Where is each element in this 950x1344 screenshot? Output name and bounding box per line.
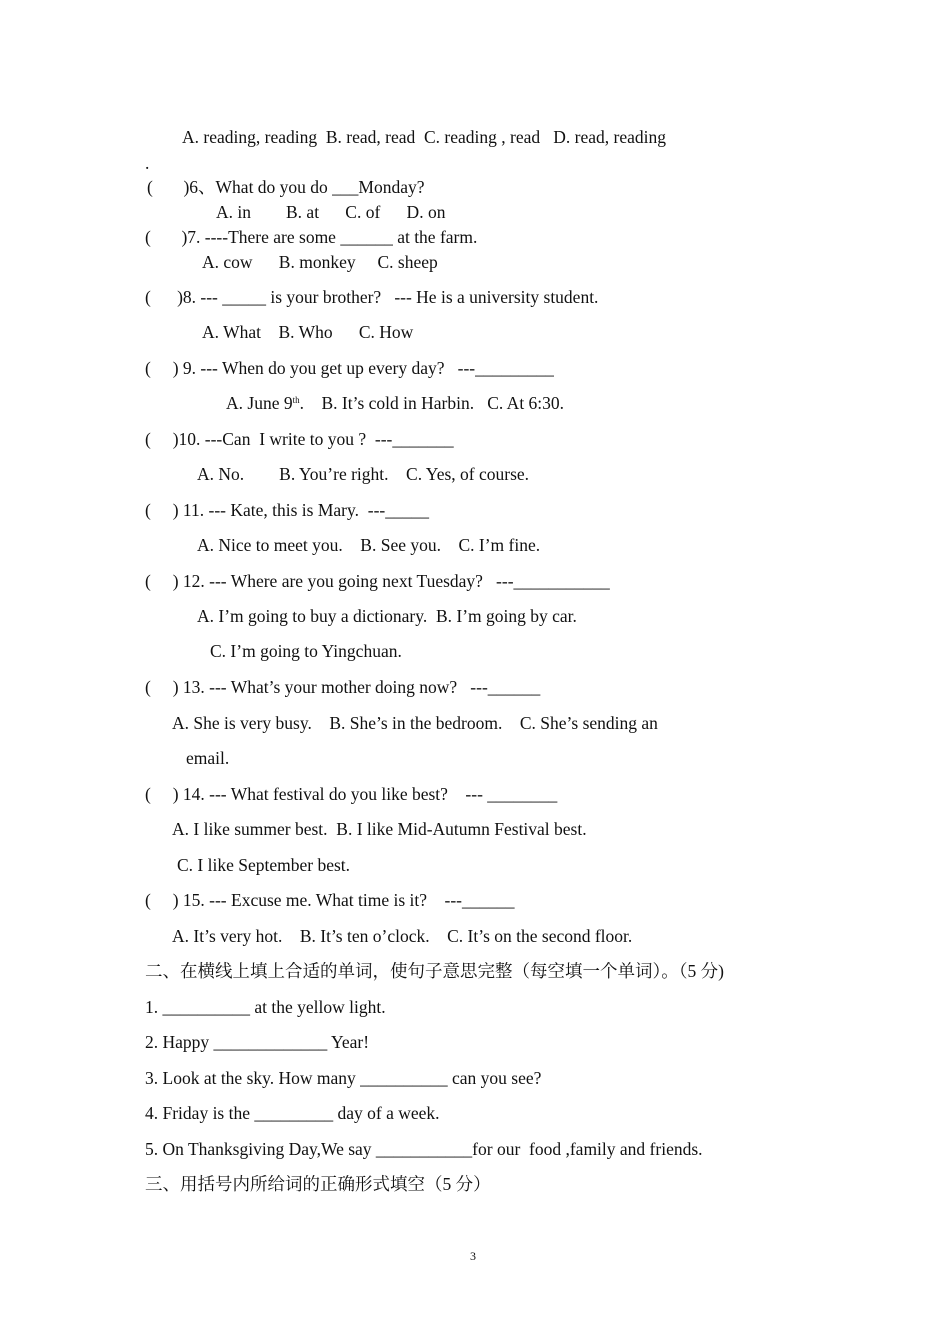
page-number: 3 (470, 1249, 476, 1263)
q14-stem: ( ) 14. --- What festival do you like best? --- ________ (145, 784, 558, 804)
q13-stem: ( ) 13. --- What’s your mother doing now? ---______ (145, 677, 541, 697)
q6-options: A. in B. at C. of D. on (216, 202, 446, 222)
stray-dot: . (145, 153, 150, 173)
q15-options: A. It’s very hot. B. It’s ten o’clock. C. It’s on the second floor. (172, 926, 633, 946)
q12-options-line1: A. I’m going to buy a dictionary. B. I’m going by car. (197, 606, 577, 626)
q9-option-a: A. June 9 (226, 393, 293, 413)
q5-options: A. reading, reading B. read, read C. reading , read D. read, reading (182, 127, 666, 147)
section3-heading: 三、用括号内所给词的正确形式填空（5 分） (145, 1174, 491, 1194)
q10-options: A. No. B. You’re right. C. Yes, of course. (197, 464, 530, 484)
q6-stem: ( )6、What do you do ___Monday? (147, 177, 425, 197)
q14-options-line2: C. I like September best. (177, 855, 351, 875)
section2-item-5: 5. On Thanksgiving Day,We say ___________for our food ,family and friends. (145, 1139, 703, 1159)
q7-stem: ( )7. ----There are some ______ at the farm. (145, 227, 478, 247)
q13-options-line2: email. (186, 748, 230, 768)
q11-stem: ( ) 11. --- Kate, this is Mary. ---_____ (145, 500, 429, 520)
q7-options: A. cow B. monkey C. sheep (202, 252, 438, 272)
q9-option-a-sup: th (292, 395, 300, 405)
section2-item-3: 3. Look at the sky. How many __________ can you see? (145, 1068, 542, 1088)
q8-options: A. What B. Who C. How (202, 322, 414, 342)
q10-stem: ( )10. ---Can I write to you ? ---_______ (145, 429, 454, 449)
q14-options-line1: A. I like summer best. B. I like Mid-Autumn Festival best. (172, 819, 587, 839)
section2-item-4: 4. Friday is the _________ day of a week. (145, 1103, 440, 1123)
q12-options-line2: C. I’m going to Yingchuan. (210, 641, 402, 661)
q9-options-rest: . B. It’s cold in Harbin. C. At 6:30. (299, 393, 565, 413)
q15-stem: ( ) 15. --- Excuse me. What time is it? ---______ (145, 890, 515, 910)
q12-stem: ( ) 12. --- Where are you going next Tuesday? ---___________ (145, 571, 610, 591)
q9-stem: ( ) 9. --- When do you get up every day? ---_________ (145, 358, 554, 378)
section2-heading: 二、在横线上填上合适的单词，使句子意思完整（每空填一个单词）。（5 分) (145, 961, 724, 981)
q9-options (226, 392, 564, 414)
q8-stem: ( )8. --- _____ is your brother? --- He is a university student. (145, 287, 599, 307)
section2-item-1: 1. __________ at the yellow light. (145, 997, 386, 1017)
q13-options-line1: A. She is very busy. B. She’s in the bedroom. C. She’s sending an (172, 713, 658, 733)
q11-options: A. Nice to meet you. B. See you. C. I’m fine. (197, 535, 541, 555)
section2-item-2: 2. Happy _____________ Year! (145, 1032, 370, 1052)
